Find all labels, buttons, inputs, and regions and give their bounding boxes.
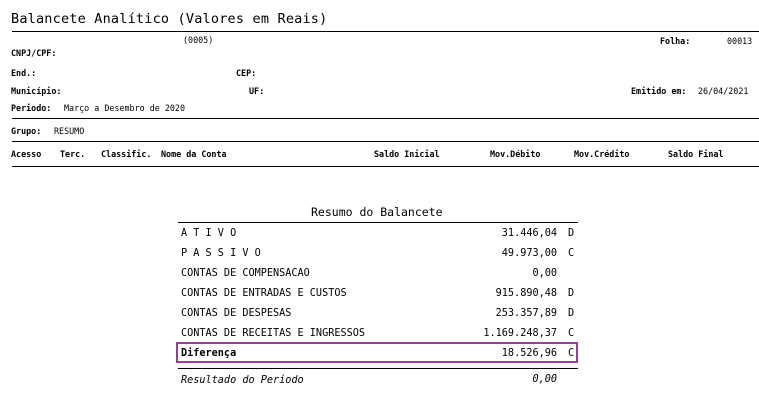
summary-row-flag: D: [568, 288, 575, 299]
summary-row-value: 253.357,89: [495, 308, 557, 319]
summary-row-value: 915.890,48: [495, 288, 557, 299]
municipio-label: Município:: [11, 86, 62, 96]
periodo-value: Março a Desembro de 2020: [64, 103, 186, 113]
divider: [12, 141, 759, 142]
summary-row-label: CONTAS DE COMPENSACAO: [181, 268, 310, 279]
divider: [12, 31, 759, 32]
summary-row-label: CONTAS DE ENTRADAS E CUSTOS: [181, 288, 347, 299]
summary-divider: [178, 222, 578, 223]
resultado-value: 0,00: [532, 374, 557, 385]
diferenca-flag: C: [568, 348, 575, 359]
end-label: End.:: [11, 68, 37, 78]
grupo-label: Grupo:: [11, 126, 42, 136]
diferenca-label: Diferença: [181, 348, 237, 359]
summary-row-value: 49.973,00: [501, 248, 557, 259]
summary-title: Resumo do Balancete: [311, 205, 443, 219]
periodo-label: Periodo:: [11, 103, 52, 113]
col-mov-credito: Mov.Crédito: [574, 149, 630, 159]
summary-row-label: A T I V O: [181, 228, 237, 239]
summary-row-label: CONTAS DE RECEITAS E INGRESSOS: [181, 328, 366, 339]
divider: [12, 166, 759, 167]
folha-label: Folha:: [660, 36, 691, 46]
summary-divider: [178, 368, 578, 369]
uf-label: UF:: [249, 86, 265, 96]
summary-row-flag: C: [568, 328, 575, 339]
report-title: Balancete Analítico (Valores em Reais): [11, 11, 328, 27]
col-saldo-inicial: Saldo Inicial: [374, 149, 440, 159]
summary-row-value: 0,00: [532, 268, 557, 279]
grupo-value: RESUMO: [54, 126, 85, 136]
col-nome-conta: Nome da Conta: [161, 149, 227, 159]
divider: [12, 118, 759, 119]
emitido-value: 26/04/2021: [698, 86, 749, 96]
summary-row-flag: D: [568, 228, 575, 239]
summary-row-flag: C: [568, 248, 575, 259]
report-code: (0005): [183, 35, 214, 45]
resultado-label: Resultado do Período: [181, 375, 304, 386]
emitido-label: Emitido em:: [631, 86, 687, 96]
folha-value: 00013: [727, 36, 753, 46]
col-saldo-final: Saldo Final: [668, 149, 724, 159]
col-acesso: Acesso: [11, 149, 42, 159]
cep-label: CEP:: [236, 68, 257, 78]
summary-row-label: P A S S I V O: [181, 248, 261, 259]
col-terc: Terc.: [60, 149, 86, 159]
summary-row-value: 31.446,04: [501, 228, 557, 239]
summary-row-flag: D: [568, 308, 575, 319]
col-classific: Classific.: [101, 149, 152, 159]
summary-row-value: 1.169.248,37: [483, 328, 557, 339]
cnpj-label: CNPJ/CPF:: [11, 48, 57, 58]
summary-row-label: CONTAS DE DESPESAS: [181, 308, 292, 319]
diferenca-value: 18.526,96: [501, 348, 557, 359]
col-mov-debito: Mov.Débito: [490, 149, 541, 159]
